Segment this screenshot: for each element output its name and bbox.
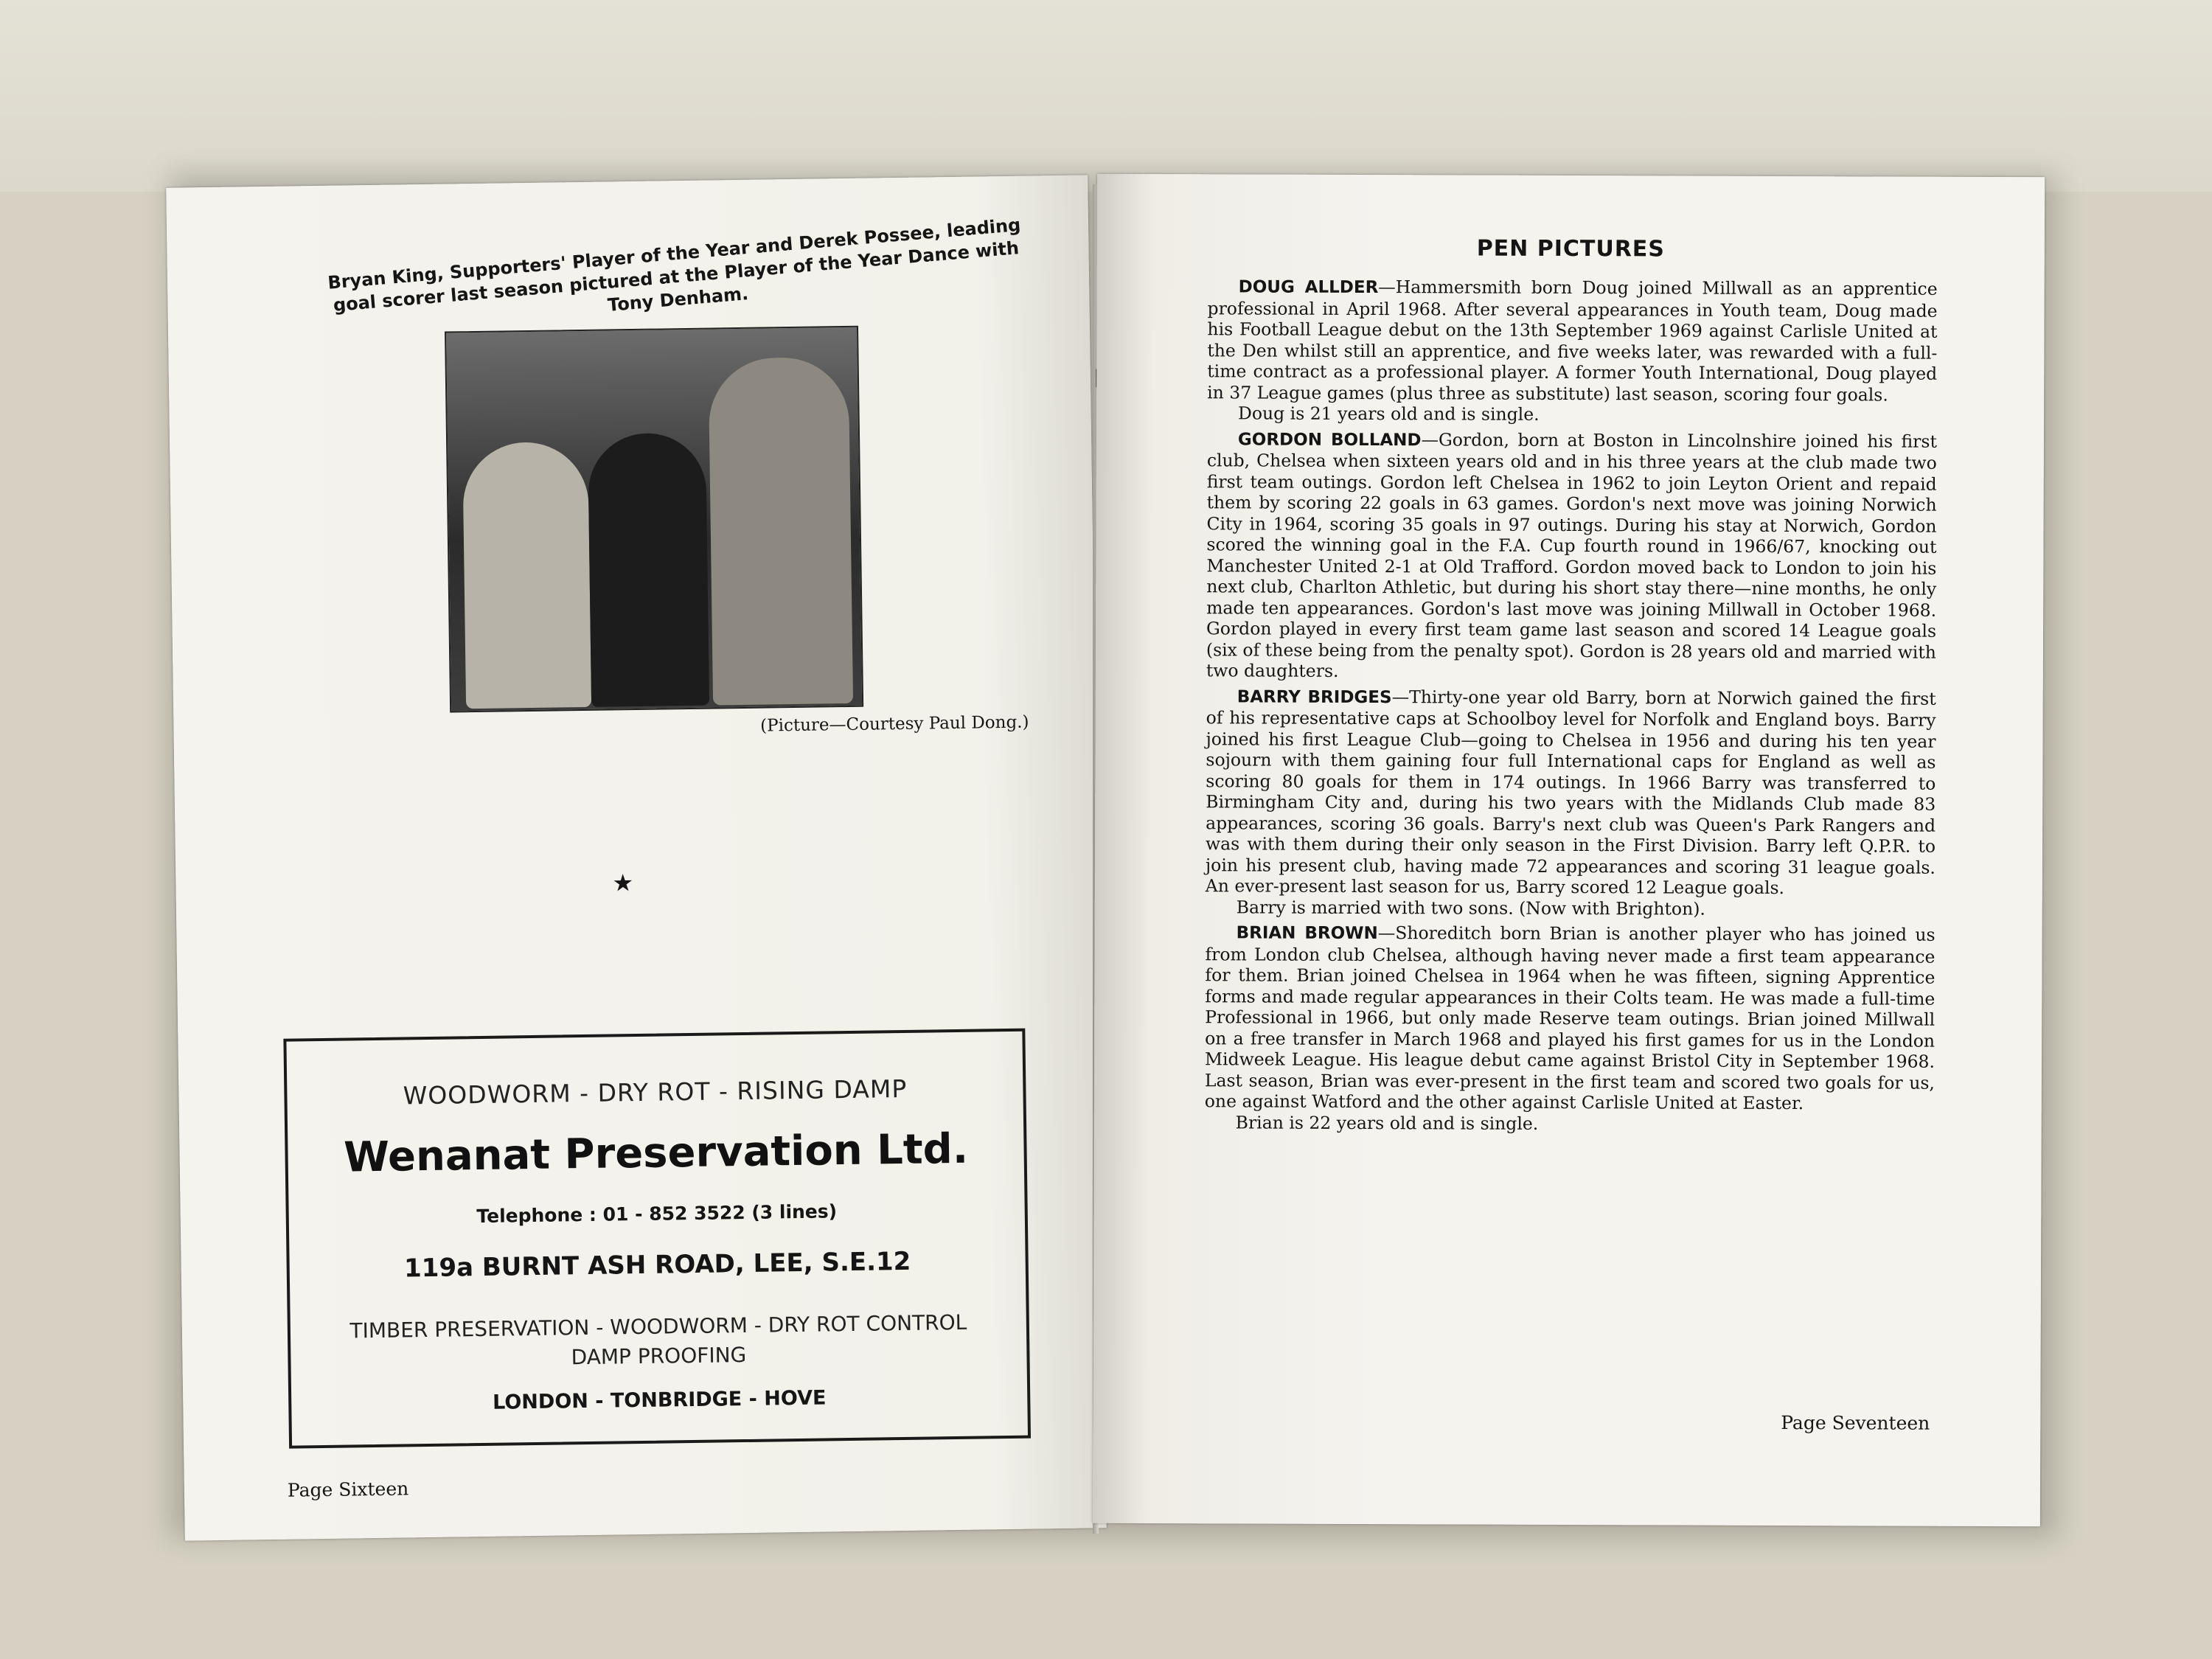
page-number-left: Page Sixteen xyxy=(287,1478,409,1501)
profile-tail: Brian is 22 years old and is single. xyxy=(1235,1111,1539,1134)
advert-telephone: Telephone : 01 - 852 3522 (3 lines) xyxy=(476,1200,838,1228)
page-number-right: Page Seventeen xyxy=(1781,1412,1930,1434)
profile-text: —Gordon, born at Boston in Lincolnshire joined his first club, Chelsea when sixteen years old and in his three years at the club made two first team outings. Gordon left Chelsea in 1962 to join Leyton Orient and repaid them by scoring 22 goals in 63 games. Gordon's next move was joining Norwich City in 1964, scoring 35 goals in 97 outings. During his stay at Norwich, Gordon scored the winning goal in the F.A. Cup fourth round in 1966/67, knocking out Manchester United 2-1 at Old Trafford. Gordon moved back to London to join his next club, Charlton Athletic, but during his short stay there—nine months, he only made ten appearances. Gordon's last move was joining Millwall in October 1968. Gordon played in every first team game last season and scored 14 League goals (six of these being from the penalty spot). Gordon is 28 years old and married with two daughters. xyxy=(1206,428,1937,681)
star-ornament: ★ xyxy=(612,869,634,897)
advert-services: TIMBER PRESERVATION - WOODWORM - DRY ROT CONTROL DAMP PROOFING xyxy=(349,1310,967,1370)
profile xyxy=(1205,922,1935,1135)
page-title: PEN PICTURES xyxy=(1476,235,1666,262)
advertisement xyxy=(283,1029,1031,1449)
profile-text: —Shoreditch born Brian is another player who has joined us from London club Chelsea, although having never made a first team appearance for them. Brian joined Chelsea in 1964 when he was fifteen, signing Apprentice forms and made regular appearances in their Colts team. He was made a full-time Professional in 1966, but only made Reserve team outings. Brian joined Millwall on a free transfer in March 1968 and played his first games for us in the London Midweek League. His league debut came against Bristol City in September 1968. Last season, Brian was ever-present in the first team and scored two goals for us, one against Watford and the other against Carlisle United at Easter. xyxy=(1204,922,1935,1114)
profile xyxy=(1206,428,1937,684)
profile-name: GORDON BOLLAND xyxy=(1237,429,1422,450)
left-page xyxy=(166,175,1106,1540)
profile-text: —Thirty-one year old Barry, born at Norwich gained the first of his representative caps at Schoolboy level for Norfolk and England boys. Barry joined his first League Club—going to Chelsea in 1956 and during his ten year sojourn with them gaining four full International caps for England as well as scoring 80 goals for them in 174 outings. In 1966 Barry was transferred to Birmingham City and, during his two years with the Midlands Club made 83 appearances, scoring 36 goals. Barry's next club was Queen's Park Rangers and was with them during their only season in the First Division. Barry left Q.P.R. to join his present club, having made 72 appearances and scoring 31 league goals. An ever-present last season for us, Barry scored 12 League goals. xyxy=(1205,686,1936,899)
profile-name: BARRY BRIDGES xyxy=(1237,686,1392,707)
right-page xyxy=(1093,174,2045,1526)
advert-headline: WOODWORM - DRY ROT - RISING DAMP xyxy=(403,1074,908,1110)
pen-pictures xyxy=(1205,276,1938,1139)
photo-figure-centre xyxy=(588,433,709,707)
advert-address: 119a BURNT ASH ROAD, LEE, S.E.12 xyxy=(403,1246,911,1284)
photograph xyxy=(445,326,863,713)
advert-towns: LONDON - TONBRIDGE - HOVE xyxy=(492,1386,827,1414)
profile-tail: Doug is 21 years old and is single. xyxy=(1238,403,1540,425)
background-wall xyxy=(0,0,2212,192)
photo-figure-right xyxy=(709,357,854,706)
profile-text: —Hammersmith born Doug joined Millwall as an apprentice professional in April 1968. After several appearances in Youth team, Doug made his Football League debut on the 13th September 1969 against Carlisle United at the Den whilst still an apprentice, and five weeks later, was rewarded with a full-time contract as a professional player. A former Youth International, Doug played in 37 League games (plus three as substitute) last season, scoring four goals. xyxy=(1207,276,1938,406)
photo-credit: (Picture—Courtesy Paul Dong.) xyxy=(760,712,1029,736)
profile xyxy=(1207,276,1938,426)
photo-caption: Bryan King, Supporters' Player of the Year and Derek Possee, leading goal scorer last season pictured at the Player of the Year Dance with Tony Denham. xyxy=(327,214,1022,316)
profile-name: DOUG ALLDER xyxy=(1238,277,1379,298)
profile-name: BRIAN BROWN xyxy=(1236,923,1378,944)
profile-tail: Barry is married with two sons. (Now with Brighton). xyxy=(1236,896,1705,919)
advert-company: Wenanat Preservation Ltd. xyxy=(343,1124,969,1182)
profile xyxy=(1206,686,1936,920)
photo-figure-left xyxy=(462,442,591,709)
